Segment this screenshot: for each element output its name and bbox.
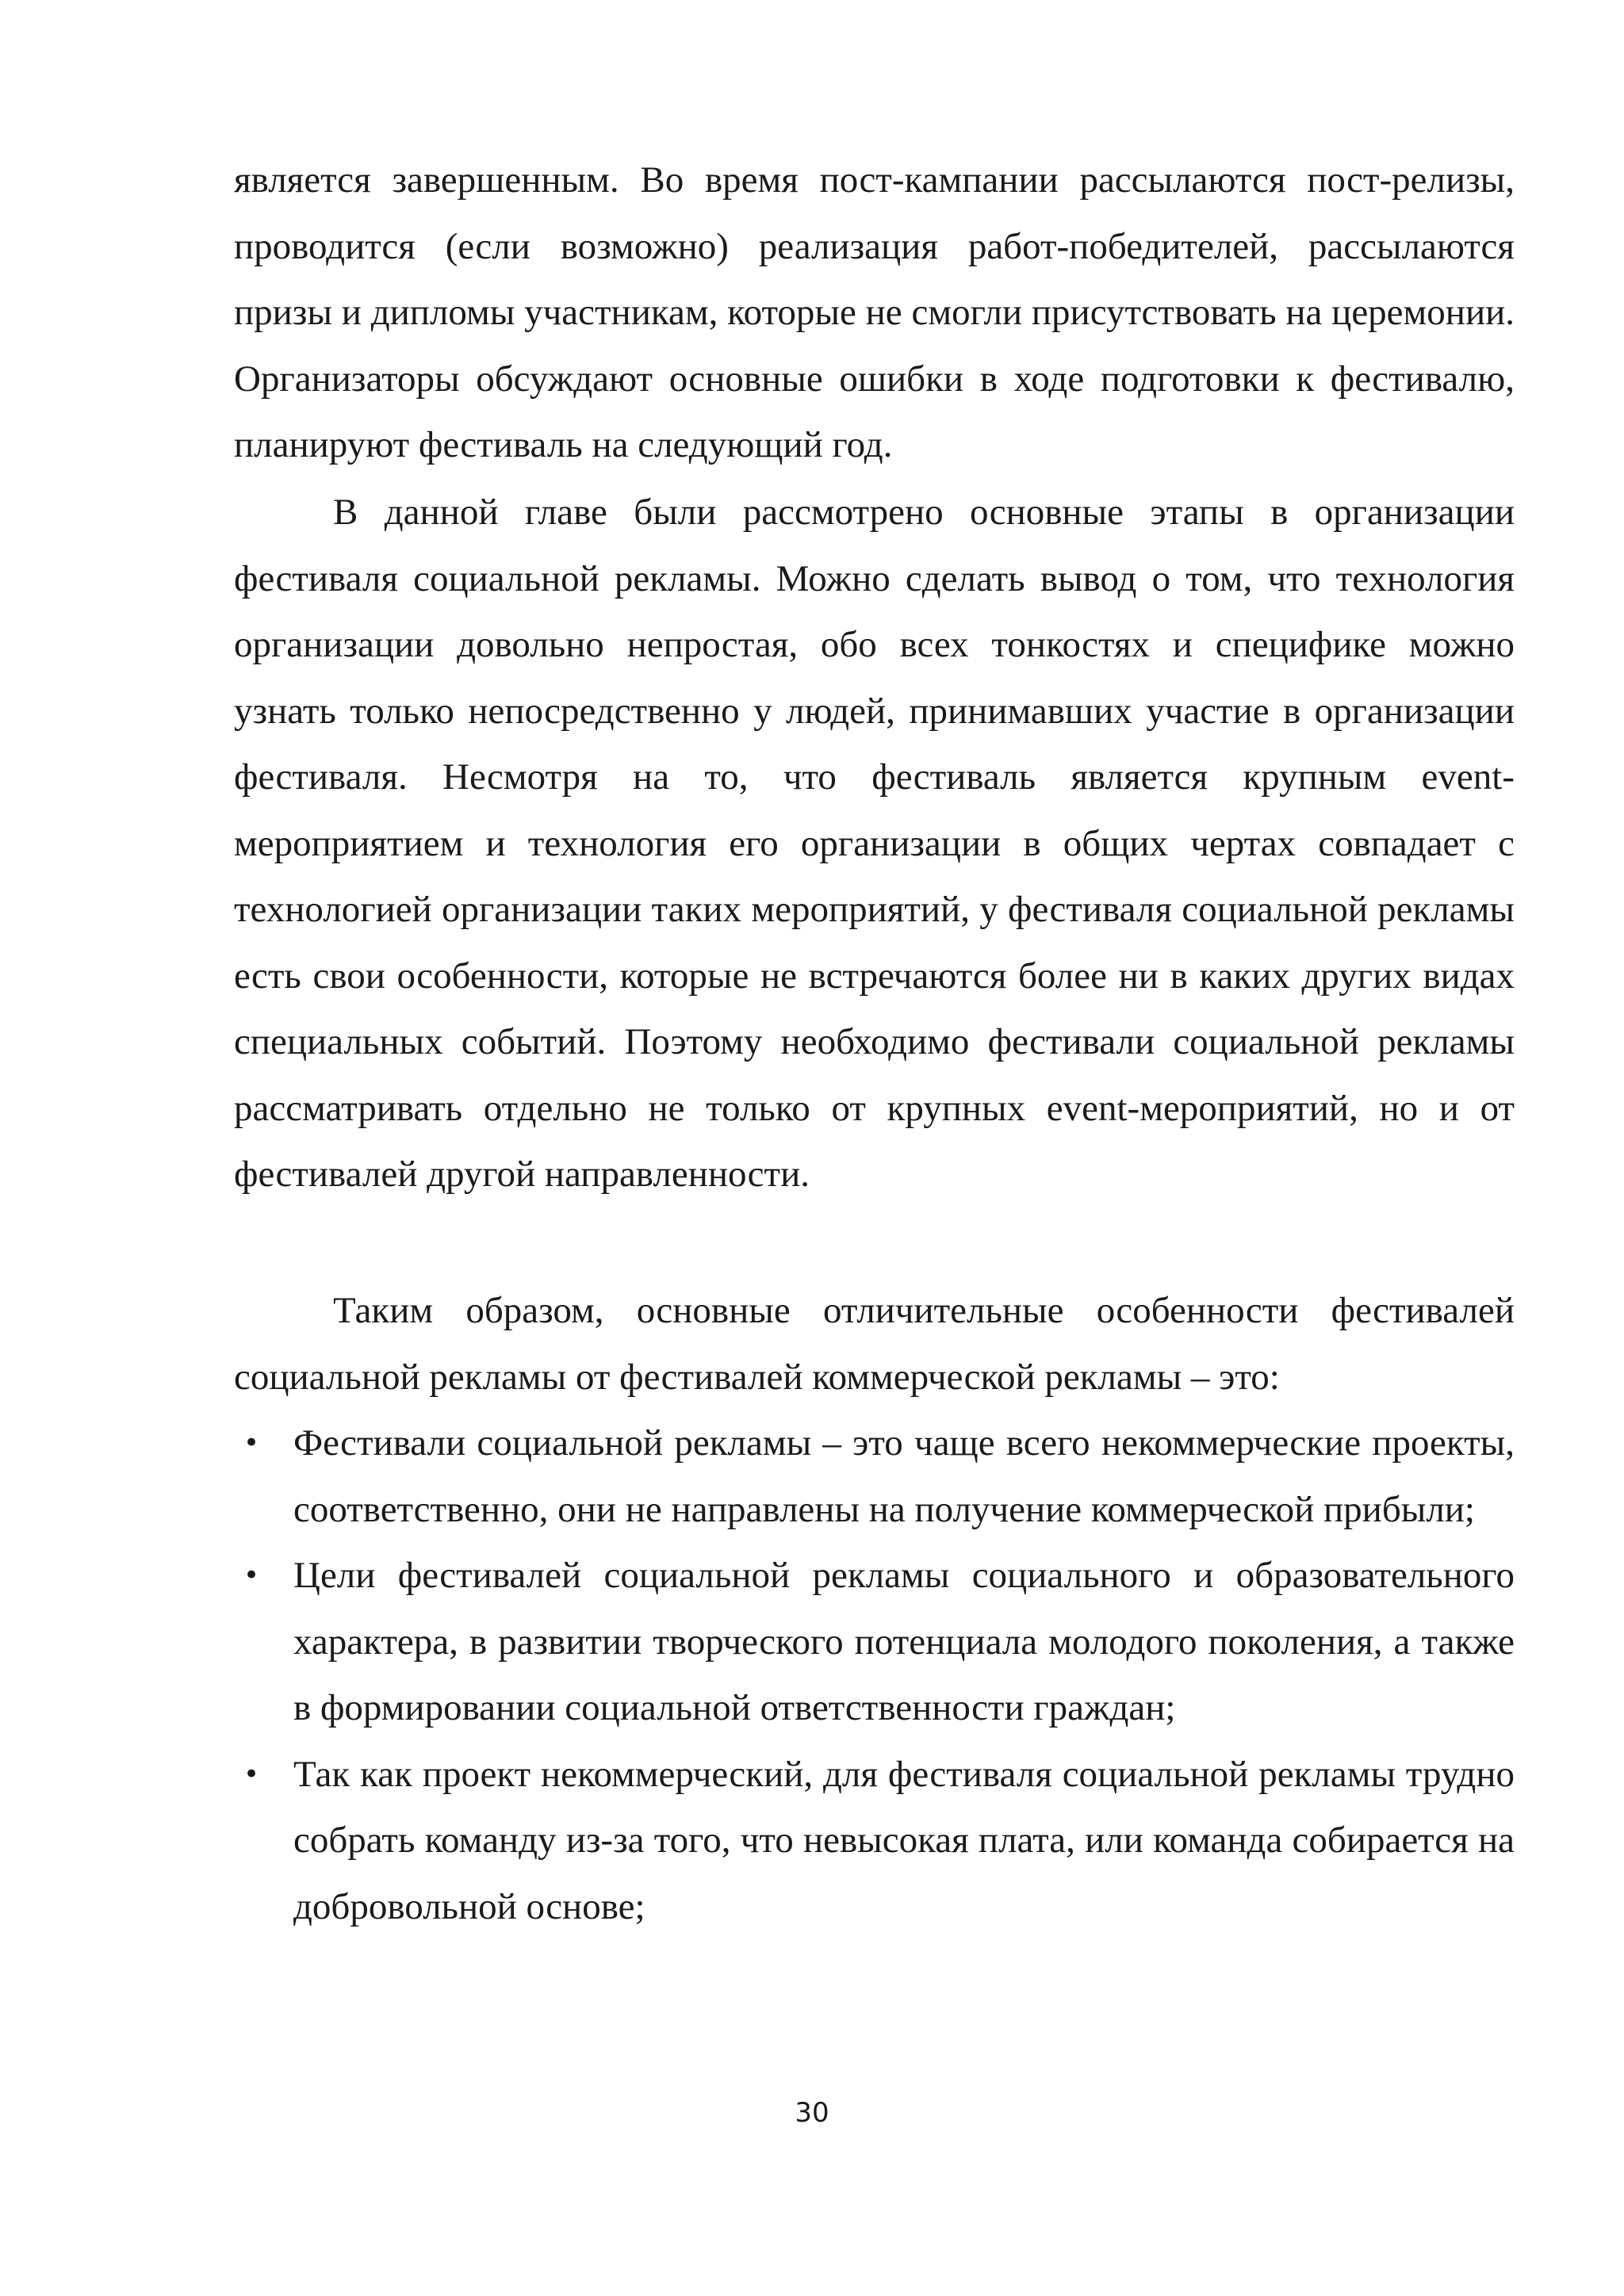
- list-item: [234, 1742, 1515, 1941]
- bullet-icon: •: [243, 1427, 260, 1459]
- page-number: 30: [795, 2097, 829, 2129]
- list-item-text: Фестивали социальной рекламы – это чаще всего некоммерческие проекты, соответственно, они не направлены на получение коммерческой прибыли;: [293, 1422, 1515, 1530]
- paragraph-text: В данной главе были рассмотрено основные этапы в организации фестиваля социальной рекламы. Можно сделать вывод о том, что технология организации довольно непростая, обо всех тонкостях и специфике можно узнать только непосредственно у людей, принимавших участие в организации фестиваля. Несмотря на то, что фестиваль является крупным event-мероприятием и технология его организации в общих чертах совпадает с технологией организации таких мероприятий, у фестиваля социальной рекламы есть свои особенности, которые не встречаются более ни в каких других видах специальных событий. Поэтому необходимо фестивали социальной рекламы рассматривать отдельно не только от крупных event-мероприятий, но и от фестивалей другой направленности.: [234, 492, 1515, 1195]
- list-item: [234, 1543, 1515, 1742]
- list-item-text: Так как проект некоммерческий, для фестиваля социальной рекламы трудно собрать команду из-за того, что невысокая плата, или команда собирается на добровольной основе;: [293, 1753, 1515, 1927]
- paragraph-text: является завершенным. Во время пост-кампании рассылаются пост-релизы, проводится (если возможно) реализация работ-победителей, рассылаются призы и дипломы участникам, которые не смогли присутствовать на церемонии. Организаторы обсуждают основные ошибки в ходе подготовки к фестивалю, планируют фестиваль на следующий год.: [234, 159, 1515, 465]
- bullet-icon: •: [243, 1559, 260, 1591]
- paragraph-text: Таким образом, основные отличительные особенности фестивалей социальной рекламы от фестивалей коммерческой рекламы – это:: [234, 1290, 1515, 1398]
- paragraph-conclusion: [234, 480, 1515, 1208]
- list-item-text: Цели фестивалей социальной рекламы социального и образовательного характера, в развитии творческого потенциала молодого поколения, а также в формировании социальной ответственности граждан;: [293, 1555, 1515, 1728]
- paragraph-summary-intro: [234, 1278, 1515, 1410]
- bullet-icon: •: [243, 1758, 260, 1790]
- list-item: [234, 1410, 1515, 1543]
- paragraph-continuation: [234, 147, 1515, 479]
- features-bullet-list: [234, 1410, 1515, 1940]
